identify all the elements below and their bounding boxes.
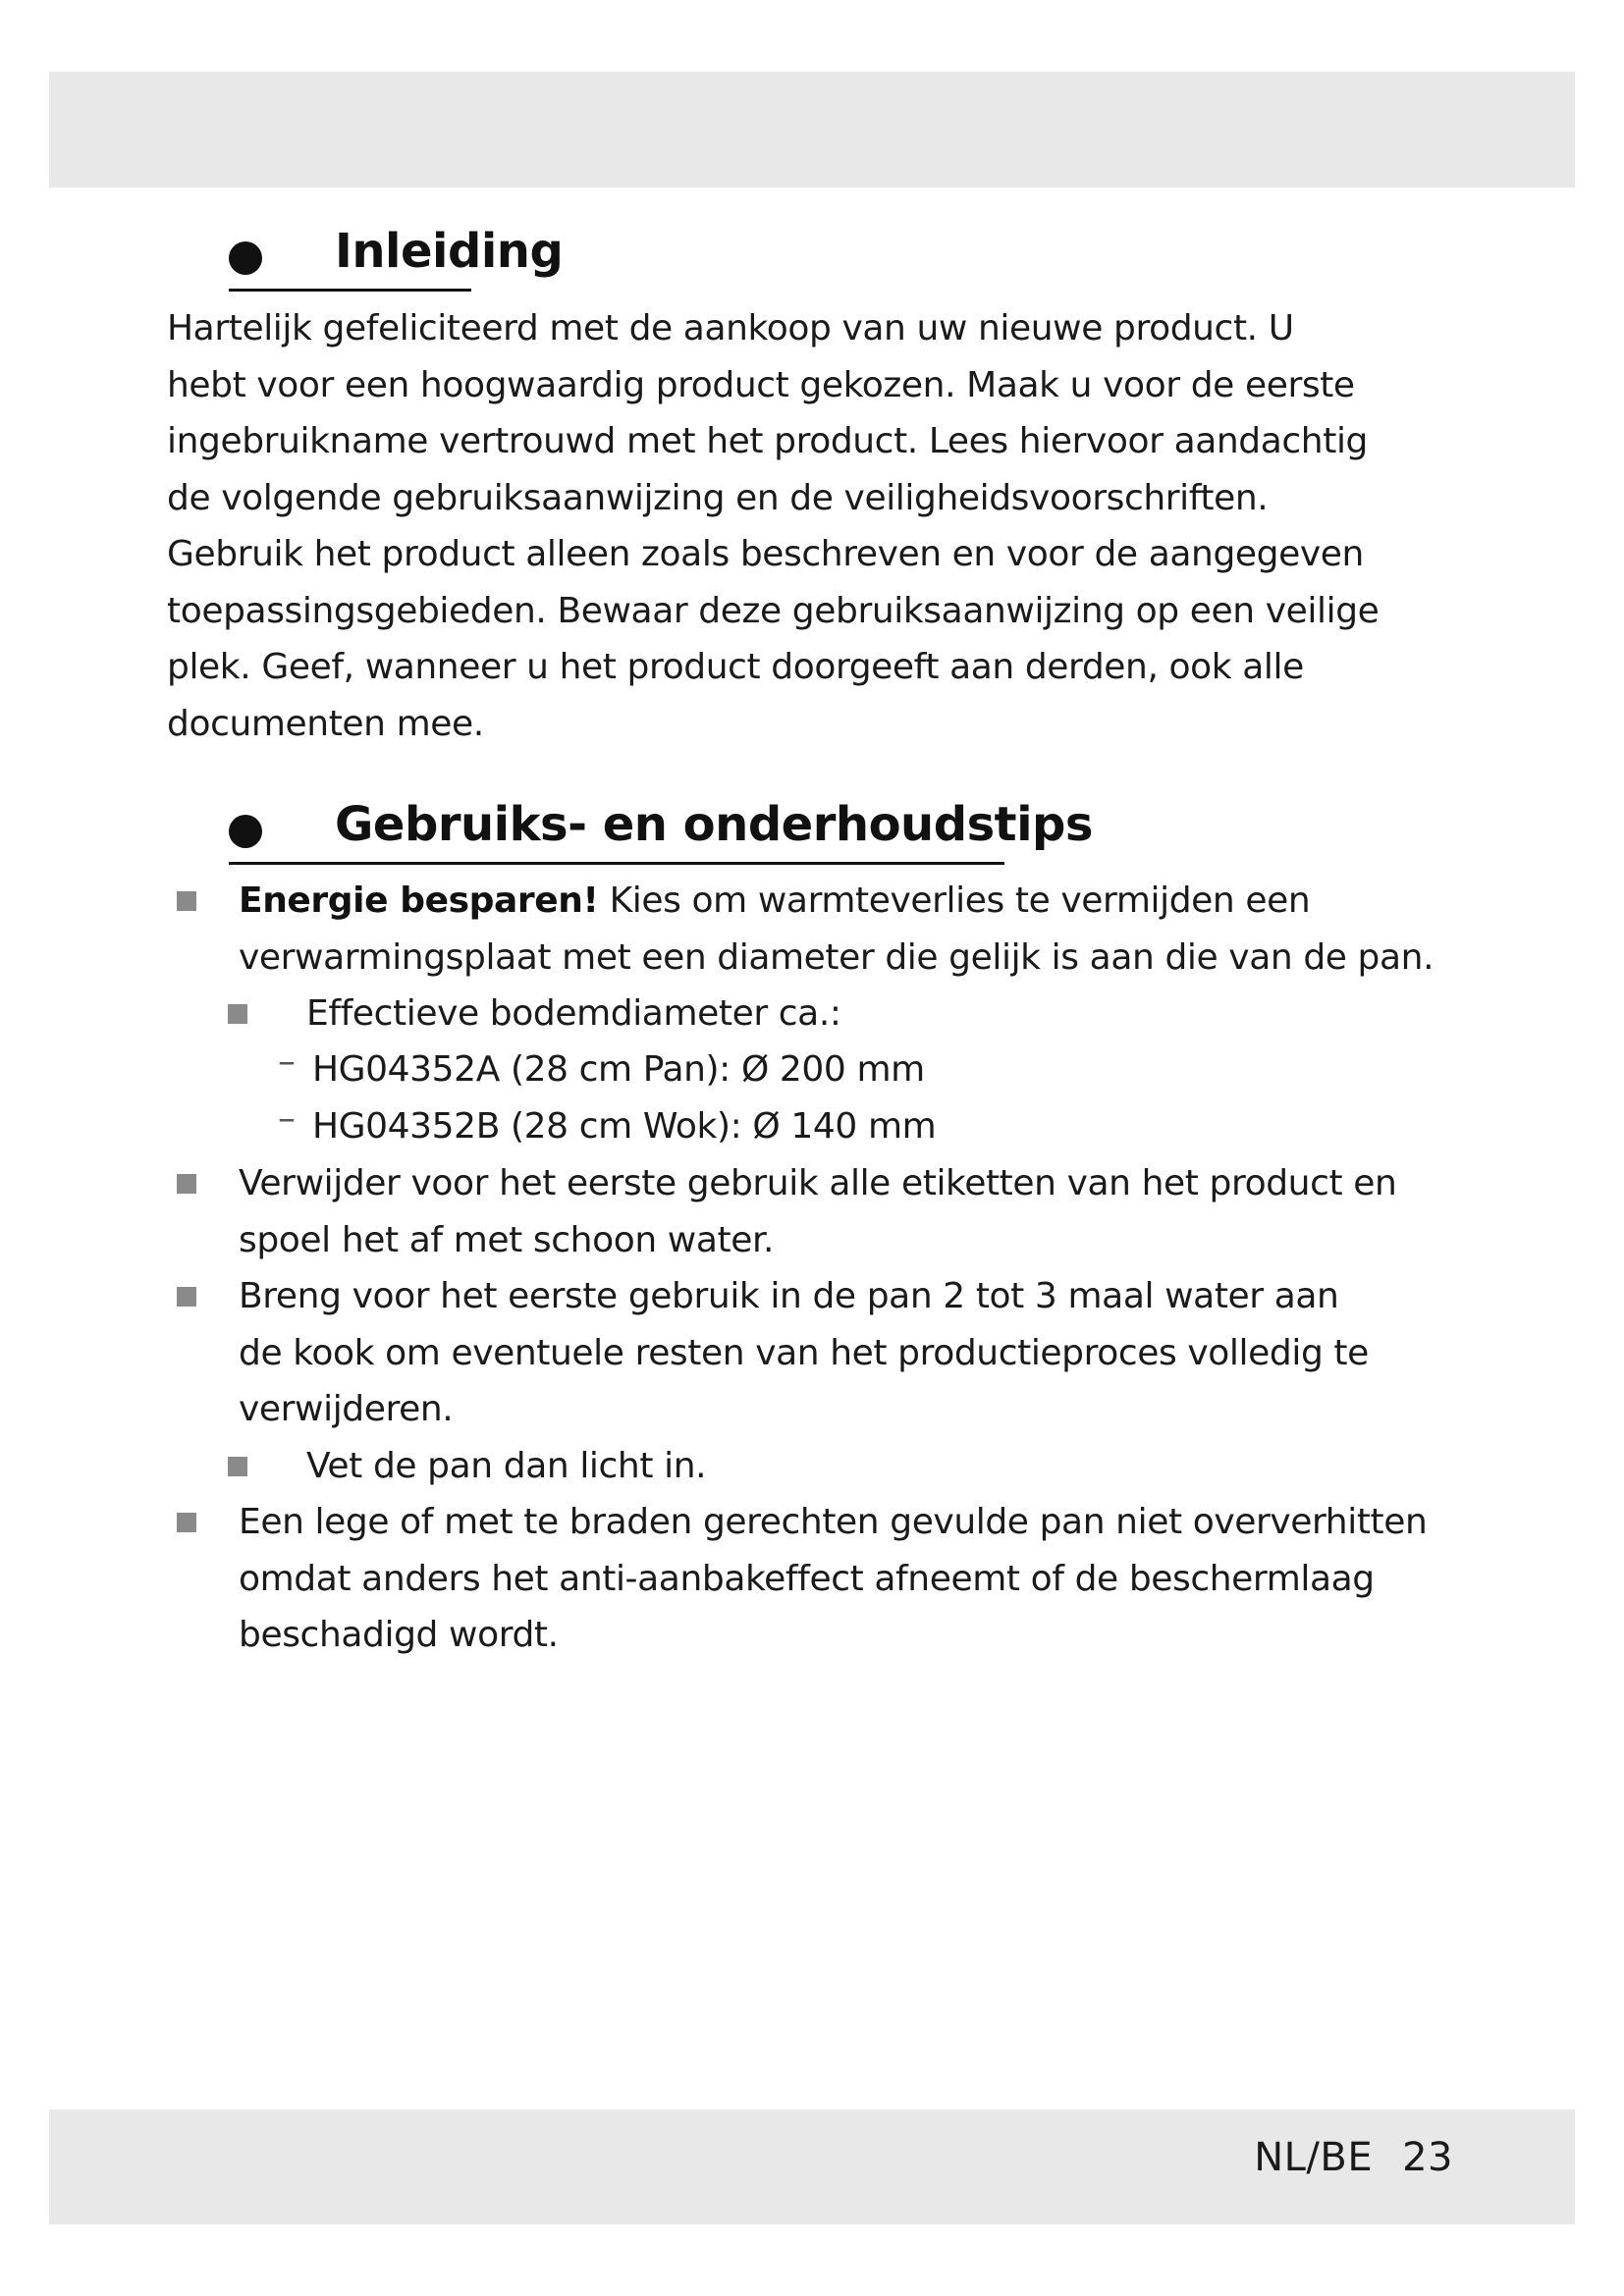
list-item-overheat: Een lege of met te braden gerechten gevulde pan niet oververhitten omdat anders het anti-aanbakeffect afneemt of de beschermlaag beschadigd wordt. bbox=[239, 1502, 1428, 1655]
paragraph-line: Hartelijk gefeliciteerd met de aankoop van uw nieuwe product. U bbox=[167, 308, 1294, 348]
paragraph-line: plek. Geef, wanneer u het product doorgeeft aan derden, ook alle bbox=[167, 647, 1304, 687]
item-text: Kies om warmteverlies te vermijden een bbox=[598, 881, 1311, 921]
paragraph-line: Gebruik het product alleen zoals beschreven en voor de aangegeven bbox=[167, 534, 1364, 574]
footer-language: NL/BE bbox=[1254, 2135, 1374, 2180]
dash-item-wok: HG04352B (28 cm Wok): Ø 140 mm bbox=[312, 1106, 937, 1147]
dash-marker: – bbox=[278, 1041, 296, 1082]
heading-bullet-icon bbox=[229, 241, 262, 275]
list-item-boil: Breng voor het eerste gebruik in de pan 2 tot 3 maal water aan de kook om eventuele resten van het productieproces volledig te verwijderen. bbox=[239, 1276, 1369, 1429]
square-bullet-icon bbox=[228, 1457, 247, 1476]
page-footer bbox=[1254, 2135, 1453, 2180]
list-item-labels: Verwijder voor het eerste gebruik alle etiketten van het product en spoel het af met schoon water. bbox=[239, 1163, 1397, 1260]
page-number: 23 bbox=[1402, 2135, 1453, 2180]
paragraph-line: hebt voor een hoogwaardig product gekozen. Maak u voor de eerste bbox=[167, 364, 1355, 405]
square-bullet-icon bbox=[177, 1174, 196, 1194]
paragraph-line: toepassingsgebieden. Bewaar deze gebruiksaanwijzing op een veilige bbox=[167, 590, 1380, 631]
dash-item-pan: HG04352A (28 cm Pan): Ø 200 mm bbox=[312, 1049, 925, 1090]
square-bullet-icon bbox=[177, 1287, 196, 1307]
section-title: Gebruiks- en onderhoudstips bbox=[335, 797, 1093, 852]
paragraph-line: documenten mee. bbox=[167, 703, 484, 744]
square-bullet-icon bbox=[177, 891, 196, 911]
list-item-energy bbox=[239, 873, 1434, 986]
sub-item-grease: Vet de pan dan licht in. bbox=[306, 1446, 707, 1486]
section-title: Inleiding bbox=[335, 224, 564, 279]
paragraph-line: ingebruikname vertrouwd met het product. Lees hiervoor aandachtig bbox=[167, 421, 1368, 461]
heading-underline bbox=[229, 862, 1004, 865]
square-bullet-icon bbox=[177, 1513, 196, 1532]
square-bullet-icon bbox=[228, 1004, 247, 1024]
heading-bullet-icon bbox=[229, 815, 262, 848]
intro-paragraph bbox=[167, 300, 1443, 752]
heading-underline bbox=[229, 289, 471, 292]
sub-item-diameter: Effectieve bodemdiameter ca.: bbox=[306, 993, 841, 1034]
paragraph-line: de volgende gebruiksaanwijzing en de veiligheidsvoorschriften. bbox=[167, 477, 1269, 518]
item-text: verwarmingsplaat met een diameter die gelijk is aan die van de pan. bbox=[239, 936, 1435, 978]
dash-marker: – bbox=[278, 1098, 296, 1139]
header-band bbox=[49, 72, 1575, 187]
item-bold-label: Energie besparen! bbox=[239, 881, 599, 921]
